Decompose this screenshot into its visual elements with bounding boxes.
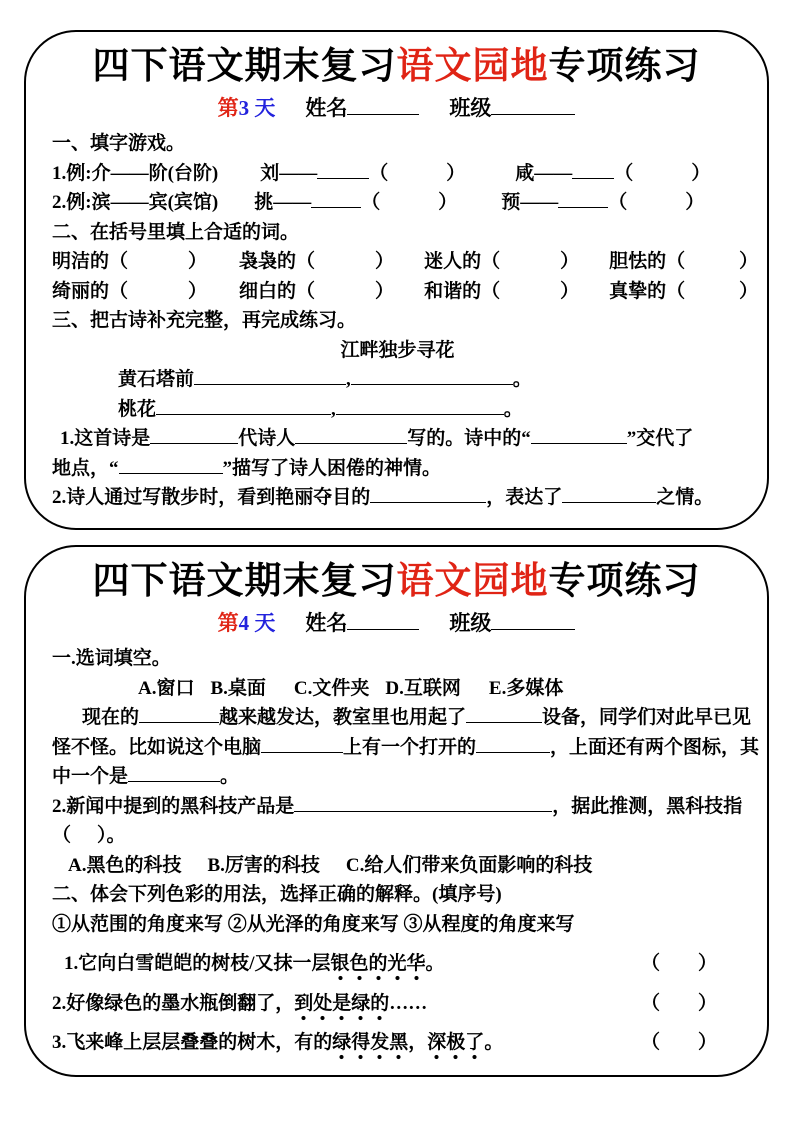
- text-segment: 黄石塔前: [118, 369, 195, 390]
- text-segment: 班级: [449, 96, 492, 120]
- blank-underline: [466, 704, 542, 723]
- blank-underline: [295, 425, 407, 444]
- panel1-body: [26, 123, 767, 513]
- text-segment: 和谐的（: [424, 280, 501, 302]
- text-segment: ）: [739, 280, 759, 302]
- worksheet-panel-day3: [24, 30, 769, 530]
- text-segment: ）: [375, 280, 395, 302]
- text-segment: ）: [560, 280, 580, 302]
- blank-underline: [491, 609, 575, 630]
- fill-character-row-2: [52, 188, 743, 218]
- section2-heading: [52, 218, 743, 248]
- text-segment: 代诗人: [238, 428, 296, 449]
- text-segment: 班级: [449, 611, 492, 635]
- text-segment: ,: [346, 369, 351, 390]
- text-segment: ）: [188, 280, 208, 302]
- emphasized-text: 到处是绿的: [294, 993, 389, 1021]
- worksheet-title: [26, 559, 767, 605]
- cloze-paragraph-line-1: [52, 703, 752, 733]
- blank-underline: [150, 425, 238, 444]
- text-segment: 中一个是: [52, 766, 129, 787]
- section3-heading: [52, 306, 743, 336]
- text-segment: D.互联网: [385, 677, 461, 699]
- text-segment: 三、把古诗补充完整，再完成练习。: [52, 310, 357, 331]
- item-text: [52, 989, 427, 1019]
- poem-line-2: [52, 395, 743, 425]
- text-segment: ）: [691, 162, 711, 184]
- text-segment: ）: [446, 162, 466, 184]
- text-segment: 四下语文期末复习: [92, 46, 397, 87]
- text-segment: 4 天: [238, 611, 276, 635]
- emphasized-text: 绿得发黑: [332, 1032, 408, 1060]
- text-segment: ）: [438, 192, 458, 213]
- poem-question-1-line-1: [52, 424, 743, 454]
- text-segment: ）: [375, 251, 395, 272]
- text-segment: 刘——: [260, 162, 318, 184]
- text-segment: 细白的（: [239, 280, 316, 302]
- text-segment: 二、在括号里填上合适的词。: [52, 221, 300, 243]
- text-segment: 二、体会下列色彩的用法，选择正确的解释。(填序号): [52, 884, 502, 905]
- section2-hints: [52, 910, 743, 940]
- text-segment: 袅袅的（: [239, 251, 316, 272]
- text-segment: （: [608, 192, 628, 213]
- text-segment: ，据此推测，黑科技指: [552, 795, 743, 817]
- blank-underline: [311, 189, 361, 208]
- text-segment: ”交代了: [626, 428, 694, 449]
- news-question-line-2: [52, 821, 743, 851]
- text-segment: 写的。诗中的“: [407, 428, 531, 449]
- section2-heading: [52, 880, 743, 910]
- text-segment: 第: [217, 611, 239, 635]
- text-segment: 现在的: [82, 707, 140, 728]
- text-segment: ，: [408, 1032, 428, 1053]
- item-text: [52, 949, 445, 979]
- poem-line-1: [52, 365, 743, 395]
- text-segment: 2.新闻中提到的黑科技产品是: [52, 795, 295, 817]
- day-name-class-row: [26, 608, 767, 638]
- blank-underline: [347, 609, 419, 630]
- blank-underline: [139, 704, 219, 723]
- text-segment: 2.例:滨——宾(宾馆): [52, 192, 219, 213]
- text-segment: ,: [331, 398, 336, 420]
- text-segment: 1.这首诗是: [60, 428, 151, 449]
- blank-underline: [119, 454, 223, 473]
- worksheet-title: [26, 44, 767, 90]
- text-segment: ）: [739, 251, 759, 272]
- text-segment: 1.它向白雪皑皑的树枝/又抹一层: [64, 953, 331, 974]
- text-segment: ”描写了诗人困倦的神情。: [222, 457, 442, 479]
- text-segment: 预——: [501, 192, 559, 213]
- text-segment: C.文件夹: [293, 677, 370, 699]
- text-segment: ，上面还有两个图标，其: [550, 736, 760, 758]
- answer-paren: （ ）: [640, 992, 717, 1014]
- text-segment: 2.好像绿色的墨水瓶倒翻了，: [52, 992, 295, 1014]
- text-segment: 第: [217, 96, 239, 120]
- blank-underline: [572, 159, 614, 178]
- text-segment: 语文园地: [396, 561, 549, 602]
- text-segment: 四下语文期末复习: [92, 561, 397, 602]
- blank-underline: [491, 94, 575, 115]
- text-segment: （: [614, 162, 634, 184]
- text-segment: B.桌面: [210, 677, 266, 699]
- blank-underline: [558, 189, 608, 208]
- text-segment: 3.飞来峰上层层叠叠的树木，有的: [52, 1032, 333, 1053]
- poem-question-2: [52, 483, 743, 513]
- text-segment: 姓名: [305, 96, 348, 120]
- text-segment: 咸——: [515, 162, 573, 184]
- word-options-row: [52, 674, 743, 704]
- day-name-class-row: [26, 93, 767, 123]
- text-segment: ①从范围的角度来写 ②从光泽的角度来写 ③从程度的角度来写: [52, 913, 575, 935]
- text-segment: 桃花: [118, 398, 157, 420]
- section1-heading: [52, 644, 743, 674]
- blank-underline: [351, 366, 513, 385]
- text-segment: 绮丽的（: [52, 280, 129, 302]
- text-segment: 真挚的（: [609, 280, 686, 302]
- text-segment: 设备，同学们对此早已见: [542, 707, 752, 728]
- text-segment: A.黑色的科技: [68, 854, 182, 876]
- text-segment: ）: [188, 251, 208, 272]
- text-segment: 1.例:介——阶(台阶): [52, 162, 219, 184]
- section1-heading: [52, 129, 743, 159]
- text-segment: ……: [389, 992, 428, 1014]
- text-segment: 挑——: [254, 192, 312, 213]
- blank-underline: [476, 733, 550, 752]
- blank-underline: [370, 484, 486, 503]
- text-segment: 地点，“: [52, 457, 119, 479]
- blank-underline: [531, 425, 627, 444]
- answer-paren: （ ）: [640, 953, 717, 974]
- worksheet-panel-day4: [24, 545, 769, 1077]
- blank-underline: [128, 763, 220, 782]
- word-fill-row-1: [52, 247, 759, 277]
- news-question-line-1: [52, 792, 743, 822]
- text-segment: 上有一个打开的: [343, 736, 477, 758]
- blank-underline: [562, 484, 656, 503]
- text-segment: 一、填字游戏。: [52, 133, 186, 154]
- text-segment: A.窗口: [138, 677, 195, 699]
- text-segment: 一.选词填空。: [52, 648, 171, 669]
- emphasized-text: 深极了: [427, 1032, 484, 1060]
- text-segment: 姓名: [305, 611, 348, 635]
- text-segment: （: [361, 192, 381, 213]
- text-segment: 明洁的（: [52, 251, 129, 272]
- text-segment: 专项练习: [548, 561, 701, 602]
- text-segment: 3 天: [238, 96, 276, 120]
- abc-options-row: [52, 851, 743, 881]
- fill-character-row-1: [52, 159, 743, 189]
- blank-underline: [317, 159, 369, 178]
- blank-underline: [336, 395, 504, 414]
- color-usage-item-2: [52, 989, 743, 1019]
- text-segment: B.厉害的科技: [207, 854, 320, 876]
- text-segment: 。: [425, 953, 445, 974]
- text-segment: 胆怯的（: [609, 251, 686, 272]
- text-segment: 专项练习: [548, 46, 701, 87]
- poem-question-1-line-2: [52, 454, 743, 484]
- text-segment: ）: [685, 192, 705, 213]
- text-segment: E.多媒体: [488, 677, 564, 699]
- text-segment: 怪不怪。比如说这个电脑: [52, 736, 262, 758]
- text-segment: C.给人们带来负面影响的科技: [345, 854, 593, 876]
- word-fill-row-2: [52, 277, 759, 307]
- text-segment: （: [52, 825, 72, 846]
- panel2-body: [26, 638, 767, 1058]
- text-segment: 。: [484, 1032, 504, 1053]
- text-segment: 语文园地: [396, 46, 549, 87]
- cloze-paragraph-line-2: [52, 733, 760, 763]
- answer-paren: （ ）: [640, 1032, 717, 1053]
- item-text: [52, 1028, 503, 1058]
- color-usage-item-1: [52, 949, 743, 979]
- emphasized-text: 银色的光华: [331, 953, 426, 981]
- blank-underline: [294, 792, 552, 811]
- blank-underline: [347, 94, 419, 115]
- text-segment: ，表达了: [486, 487, 563, 508]
- blank-underline: [261, 733, 343, 752]
- text-segment: 之情。: [656, 487, 714, 508]
- cloze-paragraph-line-3: [52, 762, 743, 792]
- poem-title: 江畔独步寻花: [340, 339, 455, 361]
- blank-underline: [156, 395, 331, 414]
- text-segment: 迷人的（: [424, 251, 501, 272]
- text-segment: （: [369, 162, 389, 184]
- text-segment: 越来越发达，教室里也用起了: [219, 707, 467, 728]
- color-usage-item-3: [52, 1028, 743, 1058]
- blank-underline: [194, 366, 346, 385]
- text-segment: 2.诗人通过写散步时，看到艳丽夺目的: [52, 487, 371, 508]
- text-segment: 。: [220, 766, 240, 787]
- text-segment: ）: [560, 251, 580, 272]
- text-segment: 。: [503, 398, 523, 420]
- text-segment: 。: [512, 369, 532, 390]
- text-segment: ）。: [97, 825, 126, 846]
